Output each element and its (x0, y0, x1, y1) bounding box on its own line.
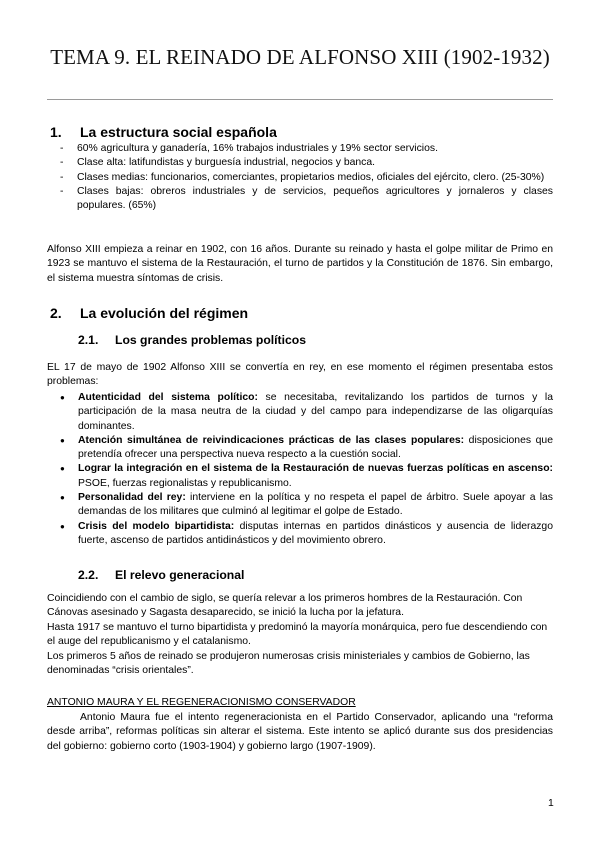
list-item: ● Crisis del modelo bipartidista: disputas internas en partidos dinásticos y ausencia de liderazgo fuerte, ascenso de partidos antidinásticos y del movimiento obrero. (60, 520, 553, 549)
social-structure-list (60, 142, 553, 213)
list-item: - 60% agricultura y ganadería, 16% trabajos industriales y 19% sector servicios. (60, 142, 553, 156)
list-item: - Clase alta: latifundistas y burguesía industrial, negocios y banca. (60, 156, 553, 170)
list-item: ● Personalidad del rey: interviene en la política y no respeta el papel de árbitro. Suele apoyar a las demandas de los militares que culminó al legitimar el golpe de Estado. (60, 491, 553, 520)
subsection-2-2-heading (78, 568, 244, 582)
section-1-title: La estructura social española (80, 124, 277, 140)
page-number: 1 (548, 798, 554, 809)
relevo-paragraph-3: Los primeros 5 años de reinado se produjeron numerosas crisis ministeriales y cambios de Gobierno, las denominadas “crisis orientales”. (47, 651, 530, 677)
subsection-2-1-intro: EL 17 de mayo de 1902 Alfonso XIII se convertía en rey, en ese momento el régimen presentaba estos problemas: (47, 362, 553, 388)
section-2-number: 2. (50, 305, 62, 321)
relevo-paragraph-1: Coincidiendo con el cambio de siglo, se quería relevar a los primeros hombres de la Restauración. Con Cánovas asesinado y Sagasta desaparecido, se inició la lucha por la jefatura. (47, 593, 523, 619)
list-item: ● Atención simultánea de reivindicaciones prácticas de las clases populares: disposiciones que pretendía ofrecer una perspectiva nueva respecto a la cuestión social. (60, 434, 553, 463)
list-item: - Clases medias: funcionarios, comerciantes, propietarios medios, oficiales del ejército, clero. (25-30%) (60, 171, 553, 185)
political-problems-list (60, 391, 553, 548)
section-1-number: 1. (50, 124, 62, 140)
relevo-paragraph-2: Hasta 1917 se mantuvo el turno bipartidista y predominó la mayoría monárquica, pero fue descendiendo con el auge del republicanismo y el catalanismo. (47, 622, 548, 648)
maura-paragraph: Antonio Maura fue el intento regeneracionista en el Partido Conservador, aplicando una “reforma desde arriba”, reformas políticas sin alterar el sistema. Este intento se aplicó durante sus dos presidencias del gobierno: gobierno corto (1903-1904) y gobierno largo (1907-1909). (47, 712, 553, 752)
list-item: - Clases bajas: obreros industriales y de servicios, pequeños agricultores y jornaleros y clases populares. (65%) (60, 185, 553, 214)
title-divider (47, 99, 553, 100)
document-title: TEMA 9. EL REINADO DE ALFONSO XIII (1902-1932) (50, 45, 550, 69)
section-2-title: La evolución del régimen (80, 305, 249, 321)
list-item: ● Lograr la integración en el sistema de la Restauración de nuevas fuerzas políticas en ascenso: PSOE, fuerzas regionalistas y republicanismo. (60, 462, 553, 491)
maura-heading: ANTONIO MAURA Y EL REGENERACIONISMO CONSERVADOR (47, 697, 356, 708)
subsection-2-2-title: El relevo generacional (115, 568, 245, 582)
list-item: ● Autenticidad del sistema político: se necesitaba, revitalizando los partidos de turnos y la participación de la masa neutra de la ciudad y del campo para independizarse de las oligarquías dominantes. (60, 391, 553, 434)
subsection-2-2-number: 2.2. (78, 568, 99, 582)
subsection-2-1-title: Los grandes problemas políticos (115, 333, 306, 347)
subsection-2-1-heading (78, 333, 306, 347)
section-1-paragraph: Alfonso XIII empieza a reinar en 1902, con 16 años. Durante su reinado y hasta el golpe militar de Primo en 1923 se mantuvo el sistema de la Restauración, el turno de partidos y la Constitución de 1876. Sin embargo, el sistema muestra síntomas de crisis. (47, 244, 553, 284)
section-1-heading (50, 124, 277, 140)
subsection-2-1-number: 2.1. (78, 333, 99, 347)
section-2-heading (50, 305, 248, 321)
